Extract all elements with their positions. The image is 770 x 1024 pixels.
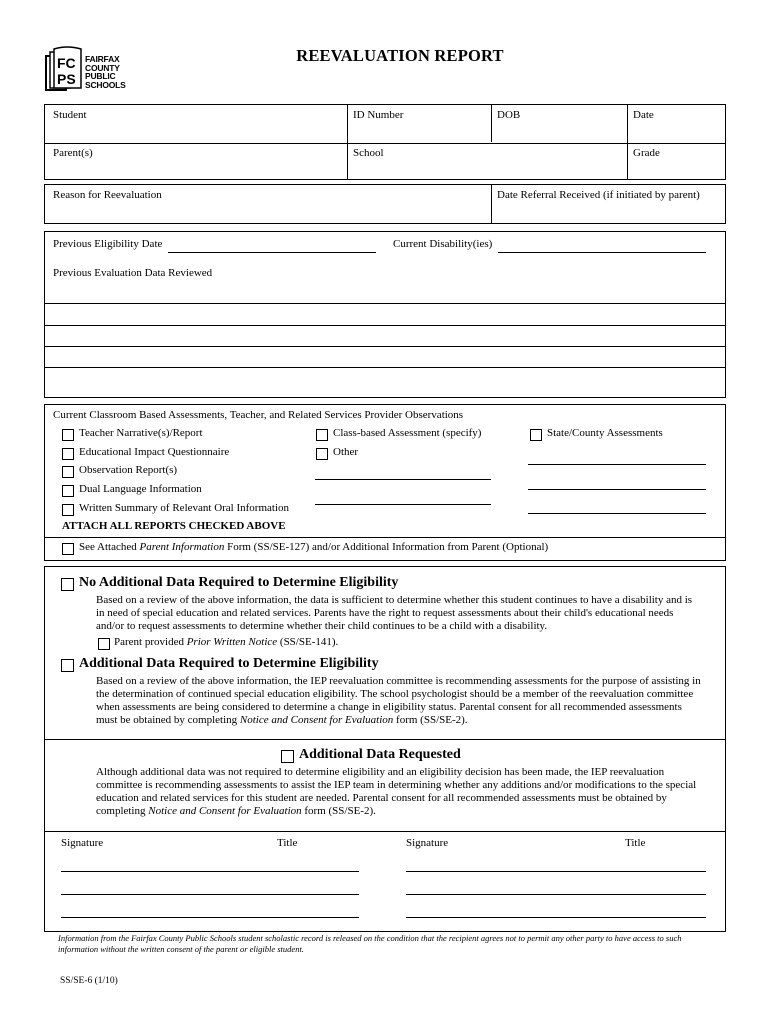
educational-impact-checkbox[interactable] bbox=[62, 448, 74, 460]
dual-language-checkbox[interactable] bbox=[62, 485, 74, 497]
grade-field[interactable]: Grade bbox=[633, 147, 660, 159]
written-summary-checkbox[interactable] bbox=[62, 504, 74, 516]
page-title: REEVALUATION REPORT bbox=[296, 46, 504, 65]
assessments-heading: Current Classroom Based Assessments, Teacher, and Related Services Provider Observations bbox=[53, 409, 464, 421]
attach-reports-note: ATTACH ALL REPORTS CHECKED ABOVE bbox=[62, 520, 286, 532]
teacher-narrative-checkbox[interactable] bbox=[62, 429, 74, 441]
additional-data-required-heading: Additional Data Required to Determine Eligibility bbox=[79, 656, 379, 671]
educational-impact-label: Educational Impact Questionnaire bbox=[79, 446, 230, 458]
decision-box bbox=[44, 566, 726, 932]
signature-line-left-2[interactable] bbox=[61, 894, 359, 895]
parent-provided-pwn-label: Parent provided Prior Written Notice (SS/SE-141). bbox=[114, 636, 339, 648]
date-referral-field[interactable]: Date Referral Received (if initiated by parent) bbox=[497, 189, 700, 201]
other-line-1[interactable] bbox=[315, 479, 491, 480]
no-additional-data-checkbox[interactable] bbox=[61, 578, 74, 591]
see-attached-checkbox[interactable] bbox=[62, 543, 74, 555]
signature-line-right-3[interactable] bbox=[406, 917, 706, 918]
previous-eligibility-box bbox=[44, 231, 726, 398]
school-field[interactable]: School bbox=[353, 147, 384, 159]
see-attached-label: See Attached Parent Information Form (SS/SE-127) and/or Additional Information from Parent (Optional) bbox=[79, 541, 549, 553]
current-disability-line[interactable] bbox=[498, 252, 706, 253]
parents-field[interactable]: Parent(s) bbox=[53, 147, 93, 159]
student-info-box bbox=[44, 104, 726, 180]
other-label: Other bbox=[333, 446, 359, 458]
current-disability-label: Current Disability(ies) bbox=[393, 238, 493, 250]
signature-label-right: Signature bbox=[406, 837, 449, 849]
observation-report-label: Observation Report(s) bbox=[79, 464, 178, 476]
other-line-2[interactable] bbox=[315, 504, 491, 505]
dual-language-label: Dual Language Information bbox=[79, 483, 202, 495]
signature-line-right-2[interactable] bbox=[406, 894, 706, 895]
additional-data-required-checkbox[interactable] bbox=[61, 659, 74, 672]
teacher-narrative-label: Teacher Narrative(s)/Report bbox=[79, 427, 203, 439]
class-based-assessment-checkbox[interactable] bbox=[316, 429, 328, 441]
title-label-left: Title bbox=[277, 837, 298, 849]
class-based-assessment-label: Class-based Assessment (specify) bbox=[333, 427, 482, 439]
additional-data-requested-heading: Additional Data Requested bbox=[299, 747, 461, 762]
reason-box bbox=[44, 184, 726, 224]
additional-data-required-text: Based on a review of the above information, the IEP reevaluation committee is recommending assessments for the purpose of assisting in the determination of continued special education eligibility. The school psychologist should be a member of the reevaluation committee when assessments are being considered to determine a change in eligibility status. Parental consent for all recommended assessments must be obtained by completing Notice and Consent for Evaluation form (SS/SE-2). bbox=[96, 675, 701, 727]
no-additional-data-text: Based on a review of the above information, the data is sufficient to determine whether this student continues to have a disability and is in need of special education and related services. Parents have the right to request assessments about their child's educational needs and/or to request assessments to determine whether their child continues to be a child with a disability. bbox=[96, 594, 693, 633]
previous-eligibility-date-label: Previous Eligibility Date bbox=[53, 238, 163, 250]
signature-line-left-3[interactable] bbox=[61, 917, 359, 918]
form-id: SS/SE-6 (1/10) bbox=[60, 976, 118, 986]
state-county-line-2[interactable] bbox=[528, 489, 706, 490]
dob-field[interactable]: DOB bbox=[497, 109, 521, 121]
additional-data-requested-text: Although additional data was not required to determine eligibility and an eligibility decision has been made, the IEP reevaluation committee is recommending assessments to assist the IEP team in determining whether any additions and/or modifications to the special education and related services for this student are needed. Parental consent for all recommended assessments must be obtained by completing Notice and Consent for Evaluation form (SS/SE-2). bbox=[96, 766, 697, 818]
state-county-assessments-label: State/County Assessments bbox=[547, 427, 663, 439]
title-label-right: Title bbox=[625, 837, 646, 849]
logo-letters-bottom: PS bbox=[57, 71, 76, 87]
state-county-line-3[interactable] bbox=[528, 513, 706, 514]
id-number-field[interactable]: ID Number bbox=[353, 109, 404, 121]
signature-line-left-1[interactable] bbox=[61, 871, 359, 872]
previous-eligibility-date-line[interactable] bbox=[168, 252, 376, 253]
state-county-assessments-checkbox[interactable] bbox=[530, 429, 542, 441]
reason-field[interactable]: Reason for Reevaluation bbox=[53, 189, 162, 201]
date-field[interactable]: Date bbox=[633, 109, 654, 121]
parent-provided-pwn-checkbox[interactable] bbox=[98, 638, 110, 650]
confidentiality-note: Information from the Fairfax County Public Schools student scholastic record is released on the condition that the recipient agrees not to permit any other party to have access to such information without the written consent of the parent or eligible student. bbox=[58, 933, 682, 954]
previous-evaluation-label: Previous Evaluation Data Reviewed bbox=[53, 267, 213, 279]
no-additional-data-heading: No Additional Data Required to Determine Eligibility bbox=[79, 575, 399, 590]
state-county-line-1[interactable] bbox=[528, 464, 706, 465]
logo-letters-top: FC bbox=[57, 55, 76, 71]
signature-label-left: Signature bbox=[61, 837, 104, 849]
student-field[interactable]: Student bbox=[53, 109, 87, 121]
other-checkbox[interactable] bbox=[316, 448, 328, 460]
written-summary-label: Written Summary of Relevant Oral Information bbox=[79, 502, 290, 514]
logo-text: FAIRFAX COUNTY PUBLIC SCHOOLS bbox=[85, 54, 126, 90]
signature-line-right-1[interactable] bbox=[406, 871, 706, 872]
assessments-box bbox=[44, 404, 726, 561]
observation-report-checkbox[interactable] bbox=[62, 466, 74, 478]
additional-data-requested-checkbox[interactable] bbox=[281, 750, 294, 763]
